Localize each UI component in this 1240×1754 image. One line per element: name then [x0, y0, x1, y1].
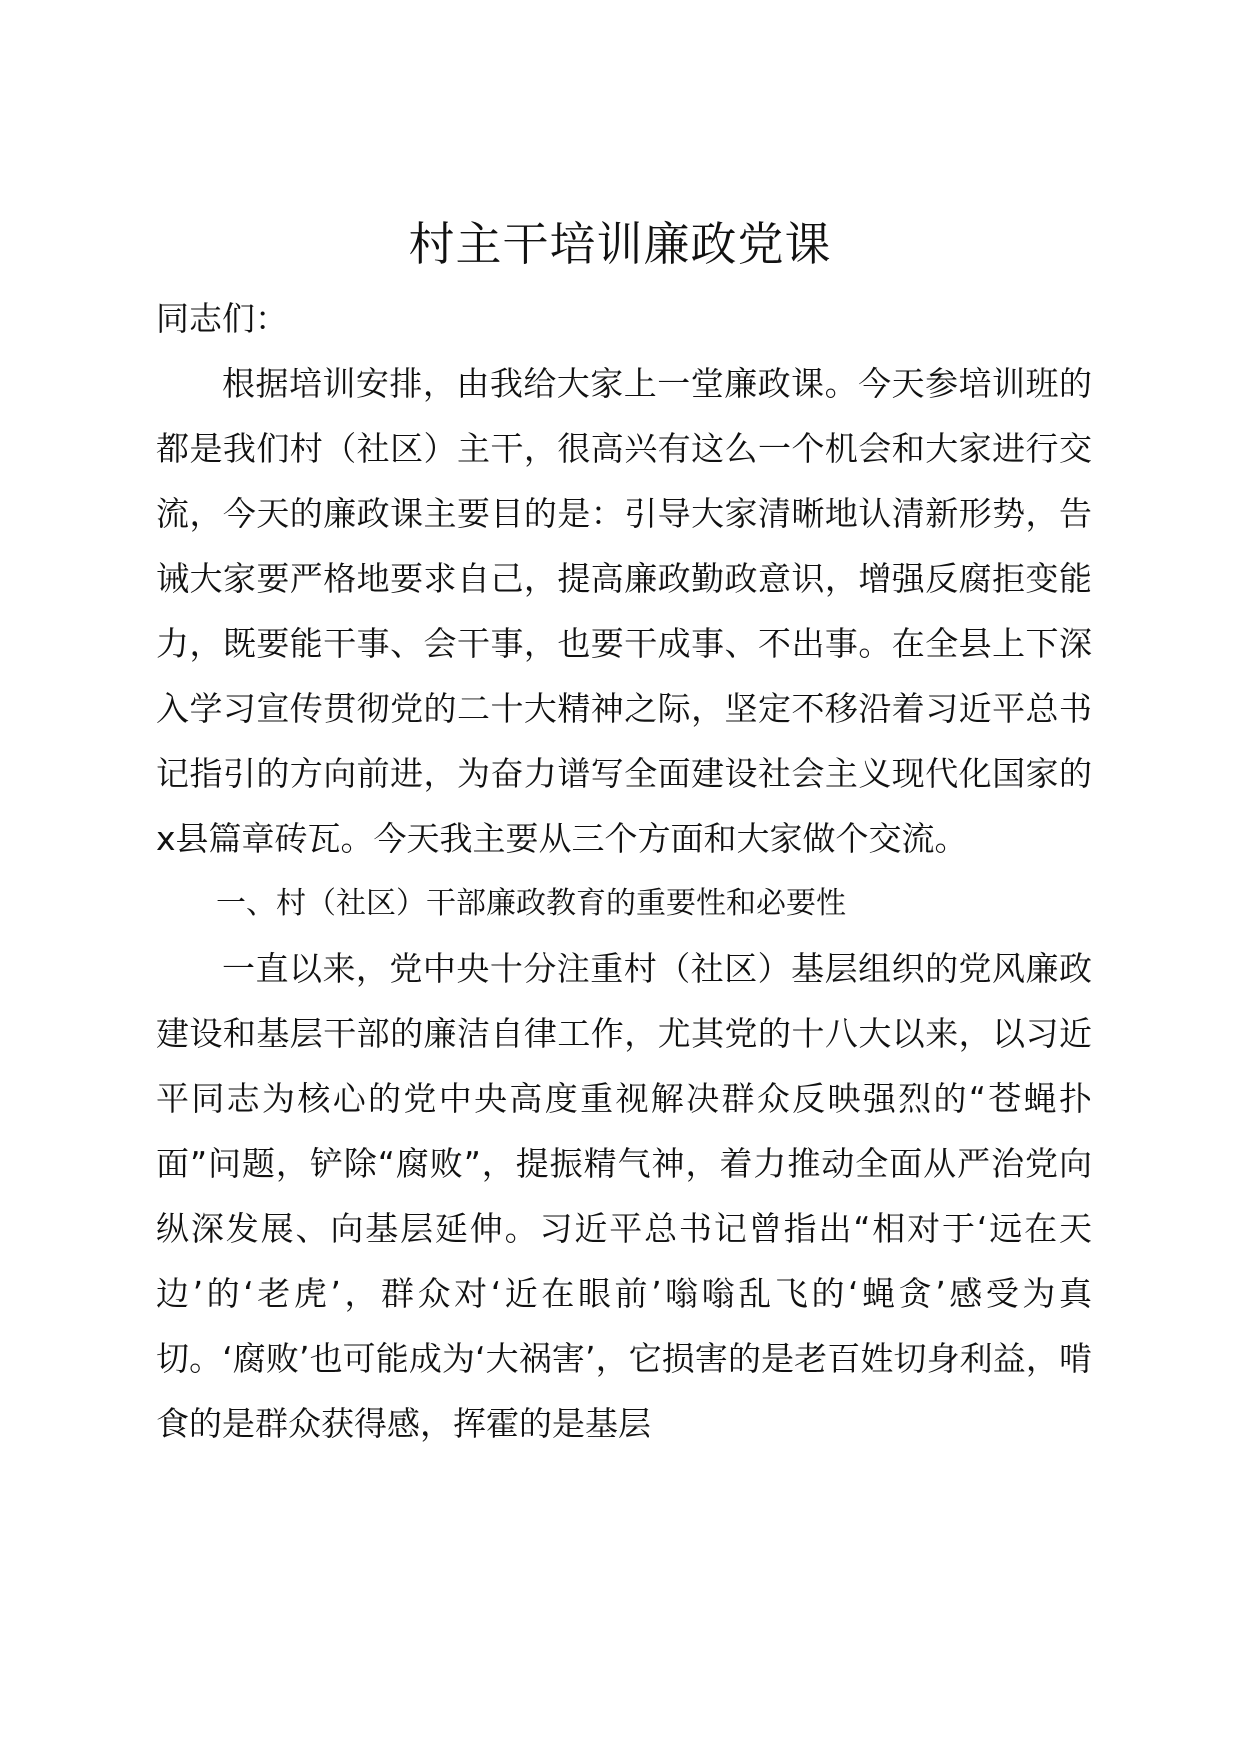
paragraph-body: 一直以来，党中央十分注重村（社区）基层组织的党风廉政建设和基层干部的廉洁自律工作，尤其党的十八大以来，以习近平同志为核心的党中央高度重视解决群众反映强烈的“苍蝇扑面”问题，铲除“腐败”，提振精气神，着力推动全面从严治党向纵深发展、向基层延伸。习近平总书记曾指出“相对于‘远在天边’的‘老虎’，群众对‘近在眼前’嗡嗡乱飞的‘蝇贪’感受为真切。‘腐败’也可能成为‘大祸害’，它损害的是老百姓切身利益，啃食的是群众获得感，挥霍的是基层	[156, 949, 1092, 1443]
section-heading: 一、村（社区）干部廉政教育的重要性和必要性	[216, 886, 846, 921]
document-body	[156, 286, 1092, 1456]
paragraph-intro: 根据培训安排，由我给大家上一堂廉政课。今天参培训班的都是我们村（社区）主干，很高兴有这么一个机会和大家进行交流，今天的廉政课主要目的是：引导大家清晰地认清新形势，告诫大家要严格地要求自己，提高廉政勤政意识，增强反腐拒变能力，既要能干事、会干事，也要干成事、不出事。在全县上下深入学习宣传贯彻党的二十大精神之际，坚定不移沿着习近平总书记指引的方向前进，为奋力谱写全面建设社会主义现代化国家的x县篇章砖瓦。今天我主要从三个方面和大家做个交流。	[156, 364, 1092, 858]
document-title: 村主干培训廉政党课	[408, 217, 832, 271]
salutation: 同志们：	[156, 299, 288, 338]
